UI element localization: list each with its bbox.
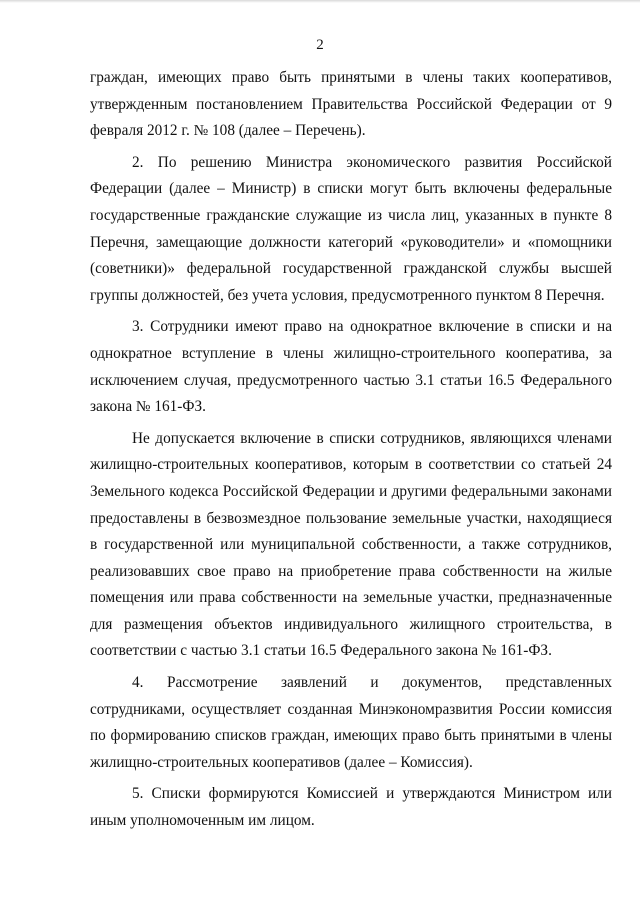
paragraph-continuation: граждан, имеющих право быть принятыми в члены таких кооперативов, утвержденным постановлением Правительства Российской Федерации от 9 февраля 2012 г. № 108 (далее – Перечень). bbox=[90, 69, 612, 140]
paragraph-item-5: 5. Списки формируются Комиссией и утверждаются Министром или иным уполномоченным им лицом. bbox=[90, 785, 612, 830]
paragraph-item-3: 3. Сотрудники имеют право на однократное включение в списки и на однократное вступление в члены жилищно-строительного кооператива, за исключением случая, предусмотренного частью 3.1 статьи 16.5 Федерального закона № 161-ФЗ. bbox=[90, 318, 612, 416]
page-number: 2 bbox=[316, 37, 324, 53]
paragraph-exclusions: Не допускается включение в списки сотрудников, являющихся членами жилищно-строительных кооперативов, которым в соответствии со статьей 24 Земельного кодекса Российской Федерации и другими федеральными законами предоставлены в безвозмездное пользование земельные участки, находящиеся в государственной или муниципальной собственности, а также сотрудников, реализовавших свое право на приобретение права собственности на жилые помещения или права собственности на земельные участки, предназначенные для размещения объектов индивидуального жилищного строительства, в соответствии с частью 3.1 статьи 16.5 Федерального закона № 161-ФЗ. bbox=[90, 429, 612, 660]
scan-edge bbox=[0, 0, 640, 3]
paragraph-item-2: 2. По решению Министра экономического развития Российской Федерации (далее – Министр) в списки могут быть включены федеральные государственные гражданские служащие из числа лиц, указанных в пункте 8 Перечня, замещающие должности категорий «руководители» и «помощники (советники)» федеральной государственной гражданской службы высшей группы должностей, без учета условия, предусмотренного пунктом 8 Перечня. bbox=[90, 153, 612, 304]
paragraph-item-4: 4. Рассмотрение заявлений и документов, представленных сотрудниками, осуществляет созданная Минэкономразвития России комиссия по формированию списков граждан, имеющих право быть принятыми в члены жилищно-строительных кооперативов (далее – Комиссия). bbox=[90, 674, 612, 771]
document-body bbox=[90, 65, 612, 835]
